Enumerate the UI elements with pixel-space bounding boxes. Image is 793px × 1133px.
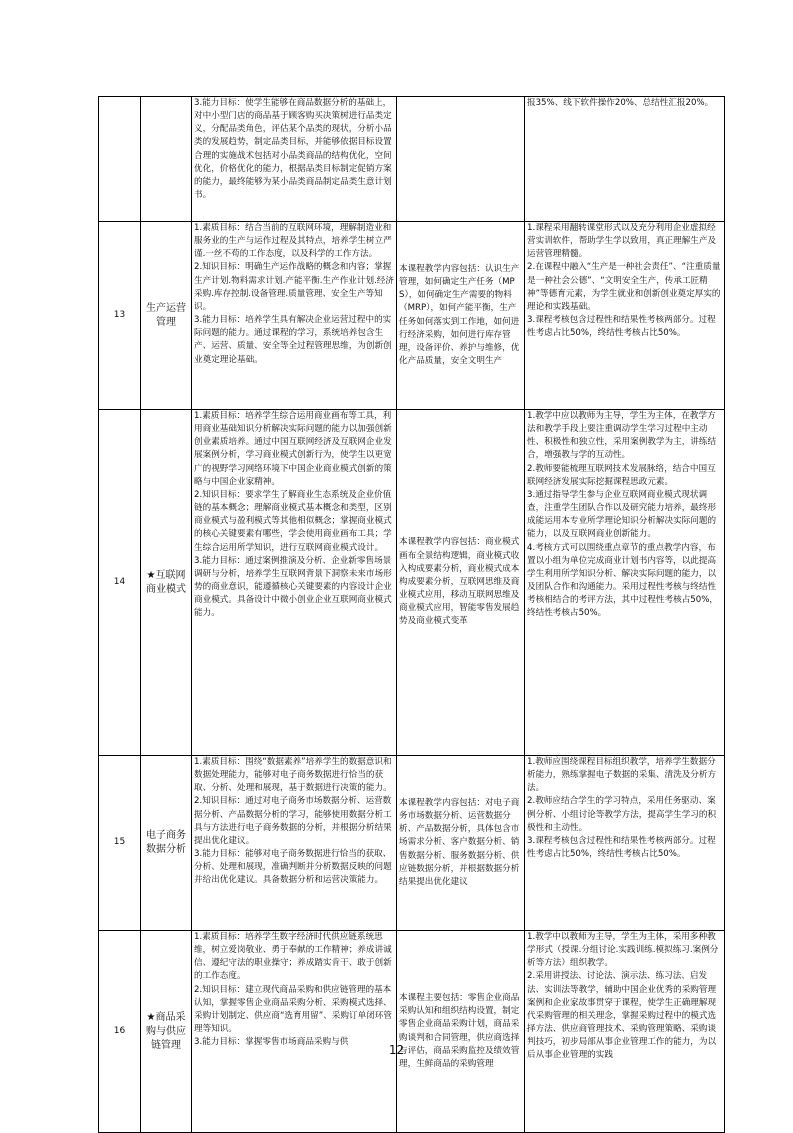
course-objectives xyxy=(192,410,397,756)
requirement-paragraph: 1.课程采用翻转课堂形式以及充分利用企业虚拟经营实训软件，帮助学生学以致用，真正理解生产及运营管理精髓。 xyxy=(527,223,717,260)
course-content: 本课程主要包括：零售企业商品采购认知和组织结构设置，制定零售企业商品采购计划，商品采购谈判和合同管理，供应商选择与评估，商品采购监控及绩效管理，生鲜商品的采购管理 xyxy=(397,931,525,1133)
requirement-paragraph: 报35%、线下软件操作20%、总结性汇报20%。 xyxy=(527,98,714,108)
objective-paragraph: 1.素质目标：培养学生综合运用商业画布等工具，利用商业基础知识分析解决实际问题的能力以加强创新创业素质培养。通过中国互联网经济及互联网企业发展案例分析，学习商业模式创新行为，使学生以更宽广的视野学习网络环境下中国企业商业模式创新的策略与中国企业家精神。 xyxy=(194,411,392,487)
objective-paragraph: 3.能力目标：通过案例推演及分析、企业新零售场景调研与分析，培养学生互联网背景下洞察未来市场形势的商业意识，能遵循核心关键要素的内容设计企业商业模式。具备设计中微小创业企业互联网商业模式能力。 xyxy=(194,555,392,619)
objective-paragraph: 2.知识目标：通过对电子商务市场数据分析、运营数据分析、产品数据分析的学习，能够使用数据分析工具与方法进行电子商务数据的分析，并根据分析结果提出优化建议。 xyxy=(194,796,392,846)
course-name: ★互联网商业模式 xyxy=(141,410,192,756)
table-row xyxy=(99,410,725,756)
teaching-requirements xyxy=(525,410,725,756)
course-name: 生产运营管理 xyxy=(141,222,192,410)
objective-paragraph: 1.素质目标：围绕“数据素养”培养学生的数据意识和数据处理能力，能够对电子商务数据进行恰当的获取、分析、处理和展现，基于数据进行决策的能力。 xyxy=(194,757,392,794)
table-row xyxy=(99,931,725,1133)
course-objectives xyxy=(192,931,397,1133)
course-name: ★商品采购与供应链管理 xyxy=(141,931,192,1133)
objective-paragraph: 2.知识目标：建立现代商品采购和供应链管理的基本认知，掌握零售企业商品采购分析、采购模式选择、采购计划制定、供应商“选育用留”、采购订单闭环管理等知识。 xyxy=(194,984,392,1035)
requirement-paragraph: 3.课程考核包含过程性和结果性考核两部分。过程性考虑占比50%，终结性考核占比50%。 xyxy=(527,835,716,860)
row-number: 13 xyxy=(99,222,141,410)
objective-paragraph: 3.能力目标：使学生能够在商品数据分析的基础上，对中小型门店的商品基于顾客购买决策树进行品类定义，分配品类角色，评估某个品类的现状，分析小品类的发展趋势，制定品类目标，并能够依据目标设置合理的实施战术包括对小品类商品的结构优化，空间优化，价格优化的能力，根据品类目标制定促销方案的能力，最终能够为某小品类商品制定品类生意计划书。 xyxy=(194,98,392,201)
teaching-requirements xyxy=(525,222,725,410)
requirement-paragraph: 4.考核方式可以围绕重点章节的重点教学内容，布置以小组为单位完成商业计划书内容等，以此提高学生利用所学知识分析、解决实际问题的能力，以及团队合作和沟通能力。采用过程性考核与终结性考核相结合的考评方法，其中过程性考核占50%，终结性考核占50%。 xyxy=(527,542,718,619)
course-content: 本课程教学内容包括：认识生产管理，如何确定生产任务（MPS），如何确定生产需要的物料（MRP），如何产能平衡，生产任务如何落实到工作地，如何进行经济采购，如何进行库存管理，设备评价、养护与维修，优化产品质量，安全文明生产 xyxy=(397,222,525,410)
requirement-paragraph: 1.教师应围绕课程目标组织教学，培养学生数据分析能力，熟练掌握电子数据的采集、清洗及分析方法。 xyxy=(527,757,717,794)
objective-paragraph: 3.能力目标：掌握零售市场商品采购与供 xyxy=(194,1037,349,1048)
objective-paragraph: 3.能力目标：能够对电子商务数据进行恰当的获取、分析、处理和展现，准确判断并分析数据反映的问题并给出优化建议。具备数据分析和运营决策能力。 xyxy=(194,849,392,886)
course-objectives xyxy=(192,97,397,222)
objective-paragraph: 1.素质目标：结合当前的互联网环境，理解制造业和服务业的生产与运作过程及其特点，培养学生树立严谨.一丝不苟的工作态度，以及科学的工作方法。 xyxy=(194,223,392,260)
teaching-requirements xyxy=(525,931,725,1133)
objective-paragraph: 1.素质目标：培养学生数字经济时代供应链系统思维，树立爱岗敬业、勇于奉献的工作精神；养成讲诚信、遵纪守法的职业操守；养成踏实肯干、敢于创新的工作态度。 xyxy=(194,932,392,982)
course-name: 电子商务数据分析 xyxy=(141,756,192,931)
row-number: 14 xyxy=(99,410,141,756)
page-number: 12 xyxy=(388,1043,405,1057)
objective-paragraph: 3.能力目标：培养学生具有解决企业运营过程中的实际问题的能力。通过课程的学习，系统培养包含生产、运营、质量、安全等全过程管理思维，为创新创业奠定理论基础。 xyxy=(194,315,392,365)
requirement-paragraph: 2.教师应结合学生的学习特点，采用任务驱动、案例分析、小组讨论等教学方法，提高学生学习的积极性和主动性。 xyxy=(527,796,717,833)
table-row xyxy=(99,97,725,222)
requirement-paragraph: 2.在课程中融入“生产是一种社会责任”、“注重质量是一种社会公德”、“文明安全生产，传承工匠精神”等德育元素，为学生就业和创新创业奠定厚实的理论和实践基础。 xyxy=(527,262,721,312)
requirement-paragraph: 1.教学中以教师为主导，学生为主体，采用多种教学形式（授课.分组讨论.实践训练.模拟练习.案例分析等方法）组织教学。 xyxy=(527,932,719,969)
curriculum-table xyxy=(98,96,725,1133)
requirement-paragraph: 3.通过指导学生参与企业互联网商业模式现状调查，注重学生团队合作以及研究能力培养，最终形成能运用本专业所学理论知识分析解决实际问题的能力，以及互联网商业创新能力。 xyxy=(527,489,717,540)
row-number: 15 xyxy=(99,756,141,931)
course-content: 本课程教学内容包括：对电子商务市场数据分析、运营数据分析、产品数据分析，具体包含市场需求分析、客户数据分析、销售数据分析、服务数据分析、供应链数据分析，并根据数据分析结果提出优化建议 xyxy=(397,756,525,931)
objective-paragraph: 2.知识目标：明确生产运作战略的概念和内容；掌握生产计划.物料需求计划.产能平衡.生产作业计划.经济采购.库存控制.设备管理.质量管理、安全生产等知识。 xyxy=(194,262,394,312)
requirement-paragraph: 2.教师要能梳理互联网技术发展脉络，结合中国互联网经济发展实际挖掘课程思政元素。 xyxy=(527,463,716,487)
requirement-paragraph: 1.教学中应以教师为主导，学生为主体，在教学方法和教学手段上要注重调动学生学习过程中主动性、积极性和独立性，采用案例教学为主，讲练结合，增强教与学的互动性。 xyxy=(527,411,717,461)
row-number xyxy=(99,97,141,222)
course-name xyxy=(141,97,192,222)
course-content xyxy=(397,97,525,222)
table-row xyxy=(99,756,725,931)
course-objectives xyxy=(192,222,397,410)
teaching-requirements xyxy=(525,756,725,931)
teaching-requirements xyxy=(525,97,725,222)
requirement-paragraph: 3.课程考核包含过程性和结果性考核两部分。过程性考虑占比50%，终结性考核占比50%。 xyxy=(527,315,716,339)
table-row xyxy=(99,222,725,410)
requirement-paragraph: 2.采用讲授法、讨论法、演示法、练习法、启发法、实训法等教学，辅助中国企业优秀的采购管理案例和企业家故事贯穿于课程，使学生正确理解现代采购管理的相关理念，掌握采购过程中的模式选择方法、供应商管理技术、采购管理策略、采购谈判技巧，初步局部从事企业管理工作的能力，为以后从事企业管理的实践 xyxy=(527,971,717,1061)
row-number: 16 xyxy=(99,931,141,1133)
course-content: 本课程教学内容包括：商业模式画布全景结构逻辑，商业模式收入构成要素分析，商业模式成本构成要素分析，互联网思维及商业模式应用，移动互联网思维及商业模式应用，智能零售发展趋势及商业模式变革 xyxy=(397,410,525,756)
objective-paragraph: 2.知识目标：要求学生了解商业生态系统及企业价值链的基本概念；理解商业模式基本概念和类型，区别商业模式与盈利模式等其他相似概念；掌握商业模式的核心关键要素有哪些，学会使用商业画布工具；学生综合运用所学知识，进行互联网商业模式设计。 xyxy=(194,489,392,553)
course-objectives xyxy=(192,756,397,931)
